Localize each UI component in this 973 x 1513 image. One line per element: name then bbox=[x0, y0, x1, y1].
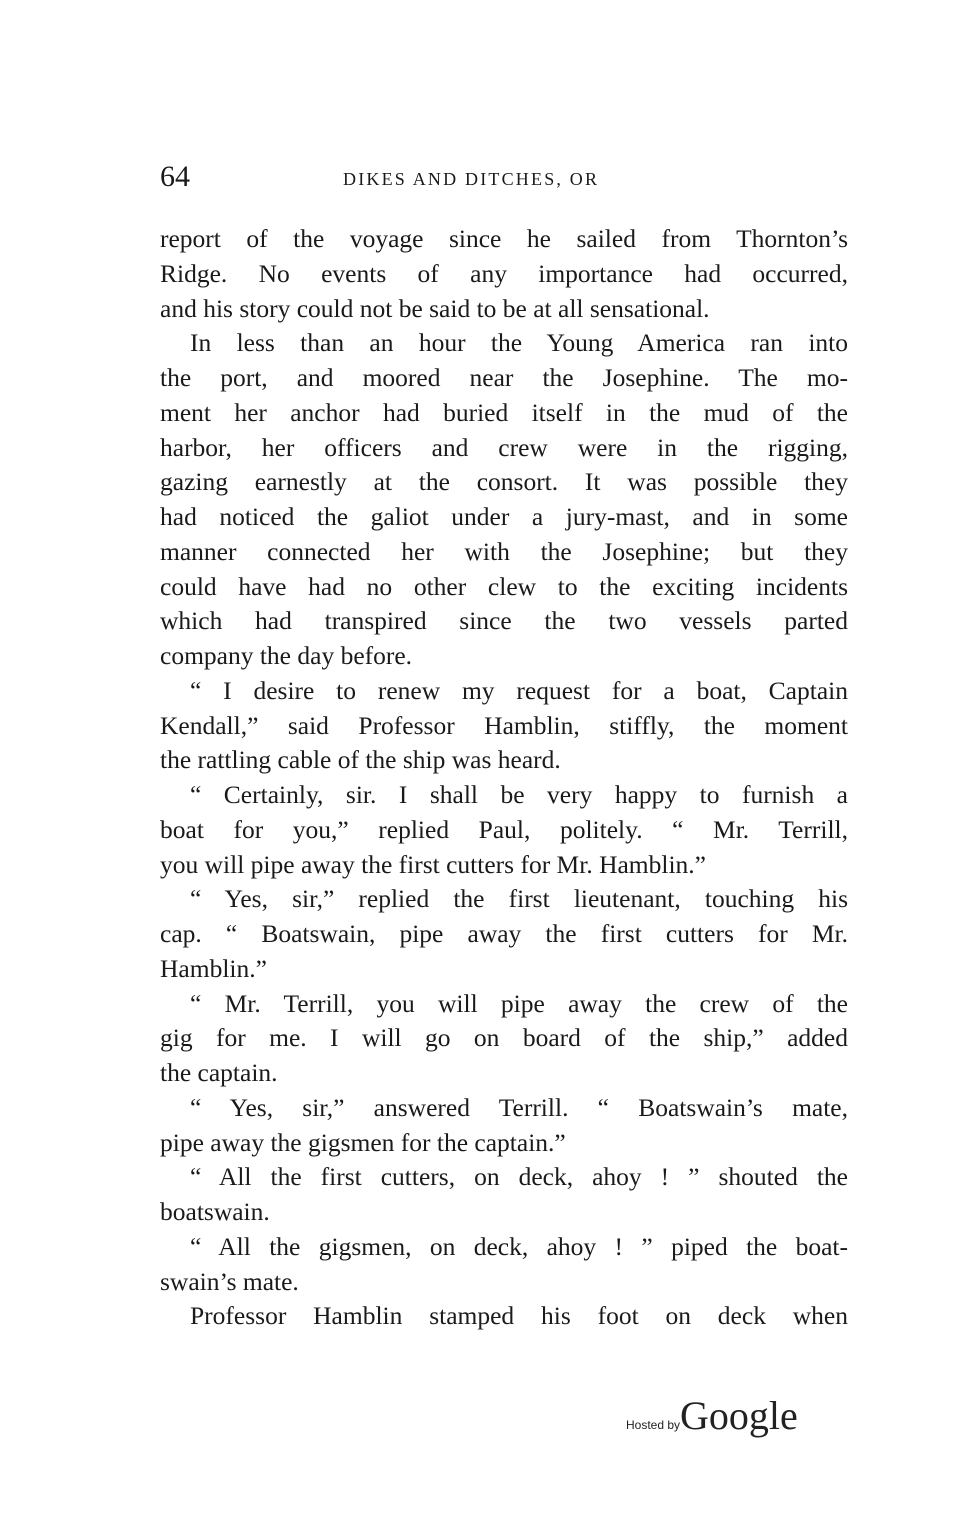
text-line: pipe away the gigsmen for the captain.” bbox=[160, 1127, 566, 1157]
text-line: report of the voyage since he sailed from Thornton’s bbox=[160, 224, 848, 253]
text-line: manner connected her with the Josephine; but they bbox=[160, 536, 848, 566]
text-line: harbor, her officers and crew were in the rigging, bbox=[160, 432, 848, 462]
text-line: “ Yes, sir,” replied the first lieutenant, touching his bbox=[190, 884, 848, 914]
text-line: “ Mr. Terrill, you will pipe away the crew of the bbox=[190, 988, 848, 1018]
text-line: the rattling cable of the ship was heard. bbox=[160, 745, 561, 775]
page-number: 64 bbox=[160, 160, 190, 193]
text-line: “ All the first cutters, on deck, ahoy ! ” shouted the bbox=[190, 1162, 848, 1192]
text-line: “ Certainly, sir. I shall be very happy to furnish a bbox=[190, 780, 848, 809]
text-line: ment her anchor had buried itself in the mud of the bbox=[160, 397, 848, 427]
body-text bbox=[160, 222, 848, 1334]
text-line: the port, and moored near the Josephine. The mo- bbox=[160, 363, 848, 392]
text-line: Kendall,” said Professor Hamblin, stiffly, the moment bbox=[160, 710, 848, 740]
text-line: boat for you,” replied Paul, politely. “ Mr. Terrill, bbox=[160, 814, 848, 844]
text-line: had noticed the galiot under a jury-mast, and in some bbox=[160, 502, 848, 531]
text-line: the captain. bbox=[160, 1058, 278, 1087]
text-line: boatswain. bbox=[160, 1197, 270, 1226]
text-line: “ All the gigsmen, on deck, ahoy ! ” piped the boat- bbox=[190, 1231, 848, 1261]
text-line: swain’s mate. bbox=[160, 1266, 299, 1296]
text-line: company the day before. bbox=[160, 641, 413, 670]
text-line: you will pipe away the first cutters for Mr. Hamblin.” bbox=[160, 849, 706, 879]
text-line: cap. “ Boatswain, pipe away the first cutters for Mr. bbox=[160, 919, 848, 948]
text-line: could have had no other clew to the exciting incidents bbox=[160, 571, 848, 601]
running-title: DIKES AND DITCHES, OR bbox=[343, 169, 600, 189]
text-line: gig for me. I will go on board of the ship,” added bbox=[160, 1023, 848, 1053]
hosted-by-google-mark bbox=[626, 1392, 798, 1442]
text-line: Professor Hamblin stamped his foot on deck when bbox=[190, 1301, 848, 1331]
text-line: which had transpired since the two vessels parted bbox=[160, 606, 848, 636]
running-head bbox=[160, 160, 850, 200]
text-line: Ridge. No events of any importance had occurred, bbox=[160, 258, 848, 288]
text-line: gazing earnestly at the consort. It was possible they bbox=[160, 467, 848, 497]
hosted-by-label: Hosted by bbox=[626, 1418, 681, 1432]
text-line: “ I desire to renew my request for a boat, Captain bbox=[190, 675, 848, 705]
text-line: Hamblin.” bbox=[160, 953, 267, 983]
google-logo: Google bbox=[680, 1393, 798, 1438]
text-line: “ Yes, sir,” answered Terrill. “ Boatswain’s mate, bbox=[190, 1092, 848, 1122]
text-line: and his story could not be said to be at all sensational. bbox=[160, 293, 710, 323]
text-line: In less than an hour the Young America ran into bbox=[190, 328, 848, 358]
